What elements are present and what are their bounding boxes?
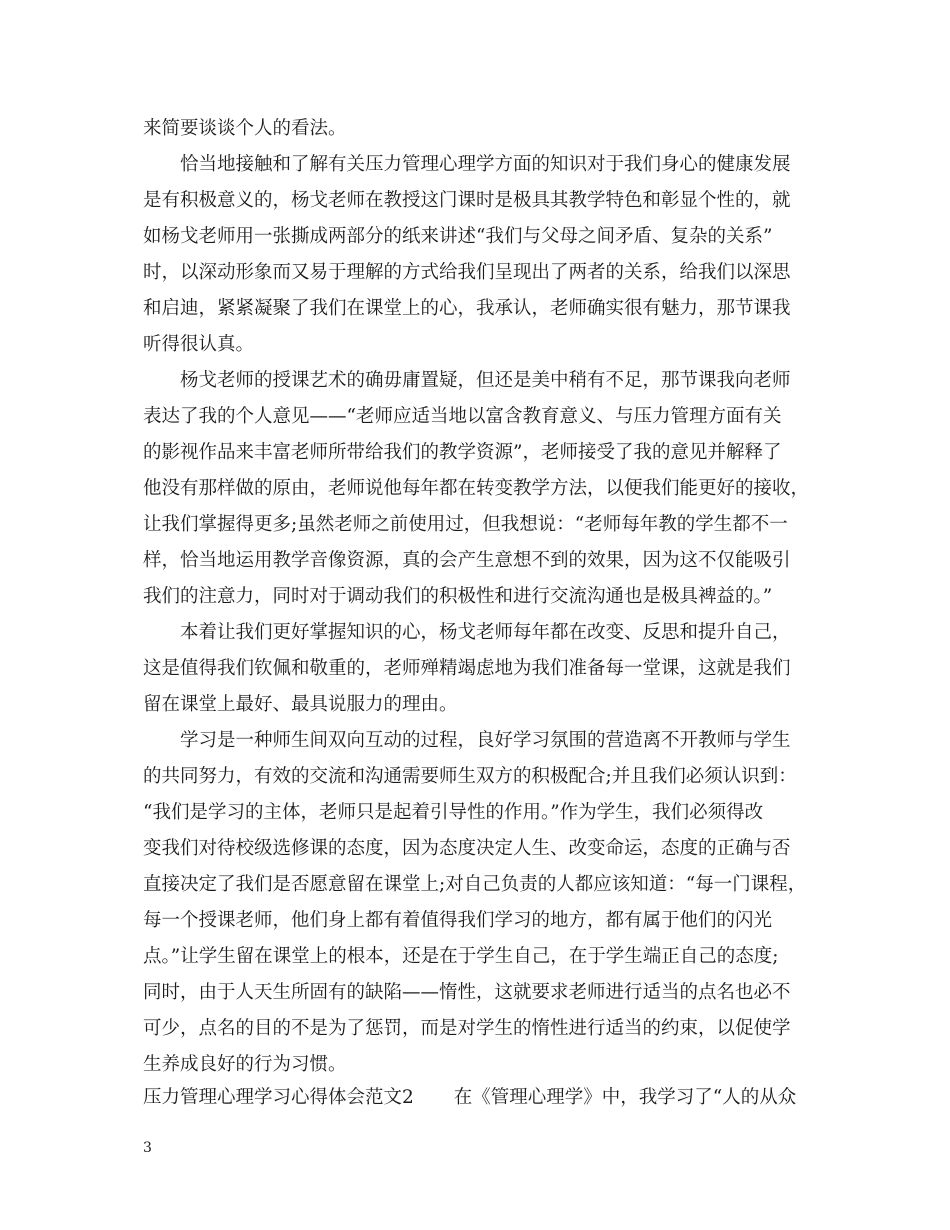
text-line: 杨戈老师的授课艺术的确毋庸置疑，但还是美中稍有不足，那节课我向老师 [180,370,791,391]
text-line: 变我们对待校级选修课的态度，因为态度决定人生、改变命运，态度的正确与否 [143,838,791,859]
text-line: 的影视作品来丰富老师所带给我们的教学资源”，老师接受了我的意见并解释了 [143,442,782,463]
text-line: 听得很认真。 [143,334,255,355]
text-line: 点。”让学生留在课堂上的根本，还是在于学生自己，在于学生端正自己的态度; [143,946,779,967]
text-line: 本着让我们更好掌握知识的心，杨戈老师每年都在改变、反思和提升自己， [180,622,791,643]
text-line: 来简要谈谈个人的看法。 [143,118,347,139]
text-line: “我们是学习的主体，老师只是起着引导性的作用。”作为学生，我们必须得改 [143,802,764,823]
section-heading-line [143,1084,823,1112]
text-line: 表达了我的个人意见——“老师应适当地以富含教育意义、与压力管理方面有关 [143,406,782,427]
text-line: 我们的注意力，同时对于调动我们的积极性和进行交流沟通也是极具裨益的。” [143,586,773,607]
text-line: 生养成良好的行为习惯。 [143,1054,347,1075]
text-line: 可少，点名的目的不是为了惩罚，而是对学生的惰性进行适当的约束，以促使学 [143,1018,791,1039]
text-line: 恰当地接触和了解有关压力管理心理学方面的知识对于我们身心的健康发展 [180,154,791,175]
text-line: 学习是一种师生间双向互动的过程，良好学习氛围的营造离不开教师与学生 [180,730,791,751]
text-line: 的共同努力，有效的交流和沟通需要师生双方的积极配合;并且我们必须认识到： [143,766,797,787]
text-line: 让我们掌握得更多;虽然老师之前使用过，但我想说：“老师每年教的学生都不一 [143,514,788,535]
text-line: 每一个授课老师，他们身上都有着值得我们学习的地方，都有属于他们的闪光 [143,910,773,931]
section-title: 压力管理心理学习心得体会范文2 [143,1087,414,1108]
text-line: 是有积极意义的，杨戈老师在教授这门课时是极具其教学特色和彰显个性的，就 [143,190,791,211]
text-line: 样，恰当地运用教学音像资源，真的会产生意想不到的效果，因为这不仅能吸引 [143,550,791,571]
page-number: 3 [143,1140,152,1156]
text-line: 他没有那样做的原由，老师说他每年都在转变教学方法，以便我们能更好的接收， [143,478,810,499]
text-line: 和启迪，紧紧凝聚了我们在课堂上的心，我承认，老师确实很有魅力，那节课我 [143,298,791,319]
text-line: 留在课堂上最好、最具说服力的理由。 [143,694,458,715]
text-line: 直接决定了我们是否愿意留在课堂上;对自己负责的人都应该知道：“每一门课程， [143,874,807,895]
text-line: 如杨戈老师用一张撕成两部分的纸来讲述“我们与父母之间矛盾、复杂的关系” [143,226,773,247]
text-line: 时，以深动形象而又易于理解的方式给我们呈现出了两者的关系，给我们以深思 [143,262,791,283]
text-line: 同时，由于人天生所固有的缺陷——惰性，这就要求老师进行适当的点名也必不 [143,982,791,1003]
text-line: 这是值得我们钦佩和敬重的，老师殚精竭虑地为我们准备每一堂课，这就是我们 [143,658,791,679]
section-continuation-text: 在《管理心理学》中，我学习了“人的从众 [453,1087,797,1108]
